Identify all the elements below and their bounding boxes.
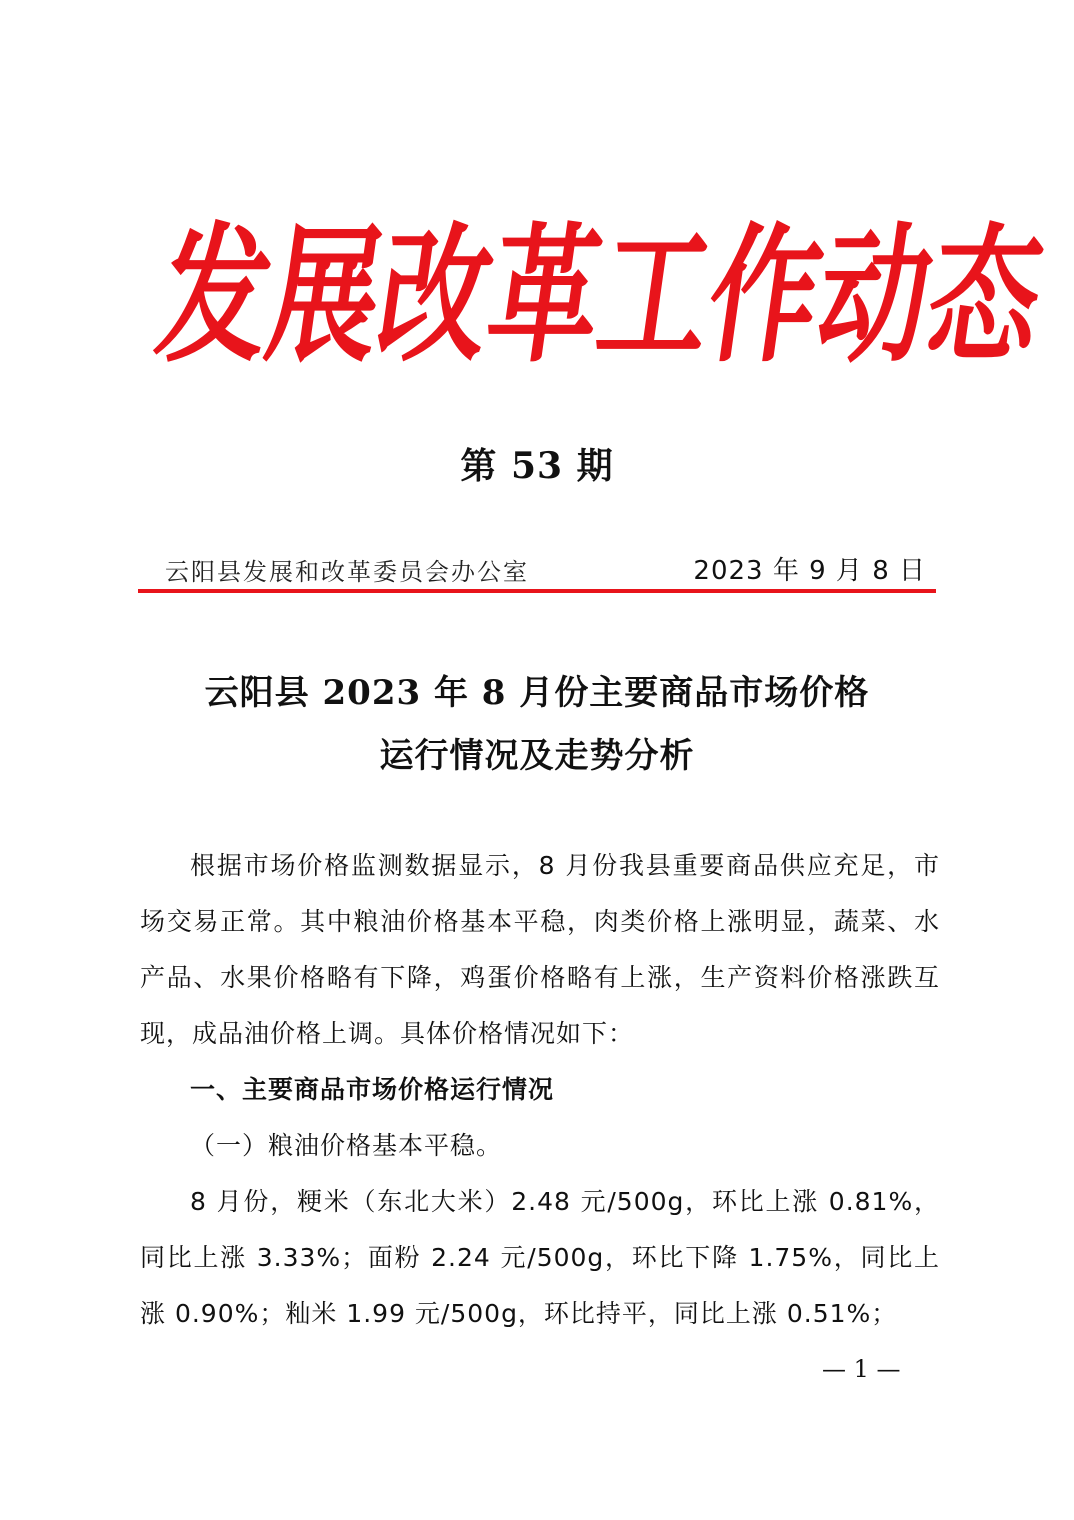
issue-date: 2023 年 9 月 8 日 [693, 556, 926, 586]
intro-paragraph: 根据市场价格监测数据显示，8 月份我县重要商品供应充足，市场交易正常。其中粮油价格基本平稳，肉类价格上涨明显，蔬菜、水产品、水果价格略有下降，鸡蛋价格略有上涨，生产资料价格涨跌互现，成品油价格上调。具体价格情况如下： [140, 851, 940, 1048]
grain-prices-paragraph: 8 月份，粳米（东北大米）2.48 元/500g，环比上涨 0.81%，同比上涨 3.33%；面粉 2.24 元/500g，环比下降 1.75%，同比上涨 0.90%；籼米 1.99 元/500g，环比持平，同比上涨 0.51%； [140, 1187, 940, 1328]
masthead-char: 动 [807, 207, 943, 382]
header-divider [138, 589, 936, 593]
document-title-line-2: 运行情况及走势分析 [379, 736, 695, 776]
section-heading: 一、主要商品市场价格运行情况 [190, 1075, 555, 1104]
document-title-line-1: 云阳县 2023 年 8 月份主要商品市场价格 [204, 673, 870, 713]
masthead-char: 革 [477, 207, 613, 382]
masthead-char: 态 [917, 207, 1053, 382]
issuing-office: 云阳县发展和改革委员会办公室 [165, 558, 529, 586]
masthead-char: 展 [257, 207, 393, 382]
document-body [140, 838, 940, 1342]
masthead-char: 改 [367, 207, 503, 382]
issue-number: 第 53 期 [460, 445, 614, 487]
masthead-char: 作 [697, 207, 833, 382]
page-number: — 1 — [822, 1355, 901, 1383]
masthead-title [147, 207, 1053, 383]
subsection-heading: （一）粮油价格基本平稳。 [190, 1131, 503, 1160]
masthead-char: 发 [147, 207, 283, 382]
masthead-char: 工 [587, 207, 723, 382]
